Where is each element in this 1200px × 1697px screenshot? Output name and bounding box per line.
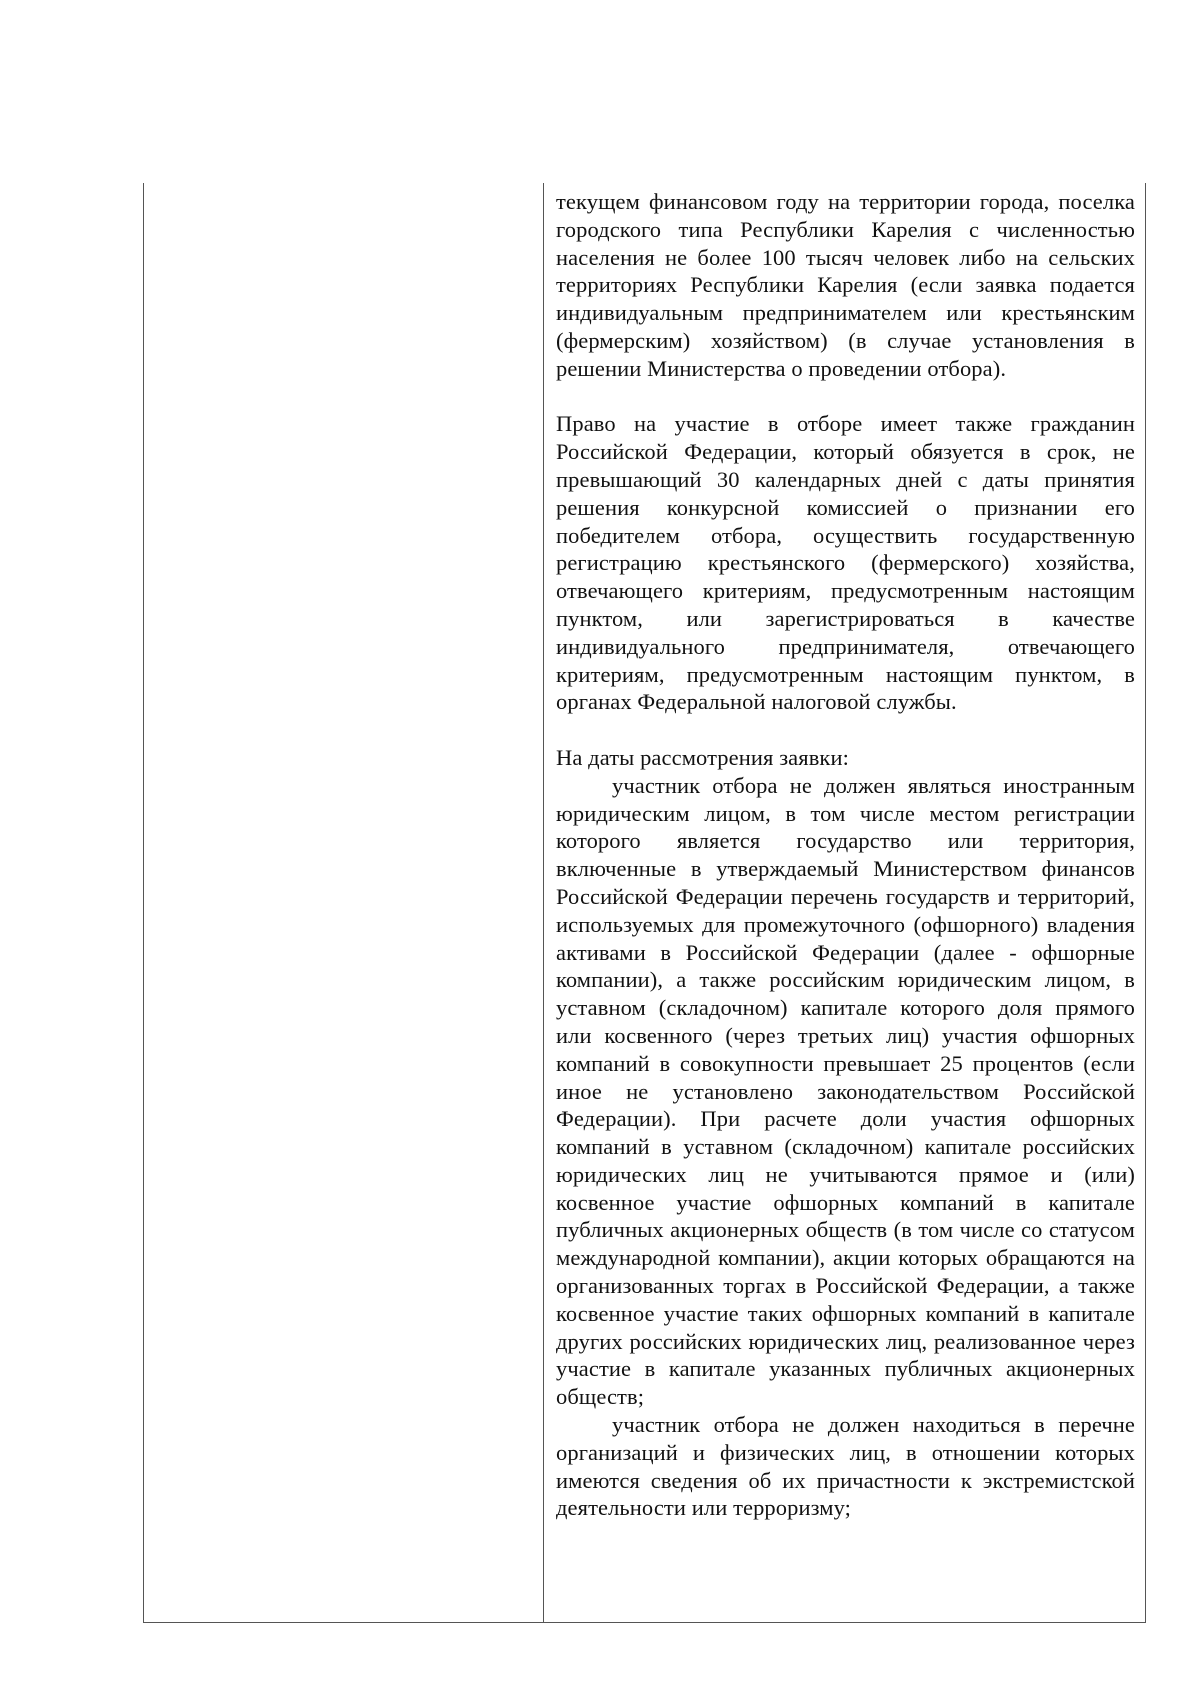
paragraph-citizen-right: Право на участие в отборе имеет также гражданин Российской Федерации, который обязуется в срок, не превышающий 30 календарных дней с даты принятия решения конкурсной комиссией о признании его победителем отбора, осуществить государственную регистрацию крестьянского (фермерского) хозяйства, отвечающего критериям, предусмотренным настоящим пунктом, или зарегистрироваться в качестве индивидуального предпринимателя, отвечающего критериям, предусмотренным настоящим пунктом, в органах Федеральной налоговой службы.	[556, 411, 1135, 715]
paragraph-review-dates-heading: На даты рассмотрения заявки:	[556, 744, 849, 770]
document-table	[143, 183, 1146, 1623]
paragraph-extremism-condition: участник отбора не должен находиться в перечне организаций и физических лиц, в отношении которых имеются сведения об их причастности к экстремистской деятельности или терроризму;	[556, 1412, 1135, 1521]
paragraph-territory-condition: текущем финансовом году на территории города, поселка городского типа Республики Карелия с численностью населения не более 100 тысяч человек либо на сельских территориях Республики Карелия (если заявка подается индивидуальным предпринимателем или крестьянским (фермерским) хозяйством) (в случае установления в решении Министерства о проведении отбора).	[556, 189, 1135, 381]
table-left-column	[144, 183, 544, 1622]
paragraph-offshore-condition: участник отбора не должен являться иностранным юридическим лицом, в том числе местом регистрации которого является государство или территория, включенные в утверждаемый Министерством финансов Российской Федерации перечень государств и территорий, используемых для промежуточного (офшорного) владения активами в Российской Федерации (далее - офшорные компании), а также российским юридическим лицом, в уставном (складочном) капитале которого доля прямого или косвенного (через третьих лиц) участия офшорных компаний в совокупности превышает 25 процентов (если иное не установлено законодательством Российской Федерации). При расчете доли участия офшорных компаний в уставном (складочном) капитале российских юридических лиц не учитываются прямое и (или) косвенное участие офшорных компаний в капитале публичных акционерных обществ (в том числе со статусом международной компании), акции которых обращаются на организованных торгах в Российской Федерации, а также косвенное участие таких офшорных компаний в капитале других российских юридических лиц, реализованное через участие в капитале указанных публичных акционерных обществ;	[556, 772, 1135, 1410]
table-right-column	[544, 183, 1145, 1622]
